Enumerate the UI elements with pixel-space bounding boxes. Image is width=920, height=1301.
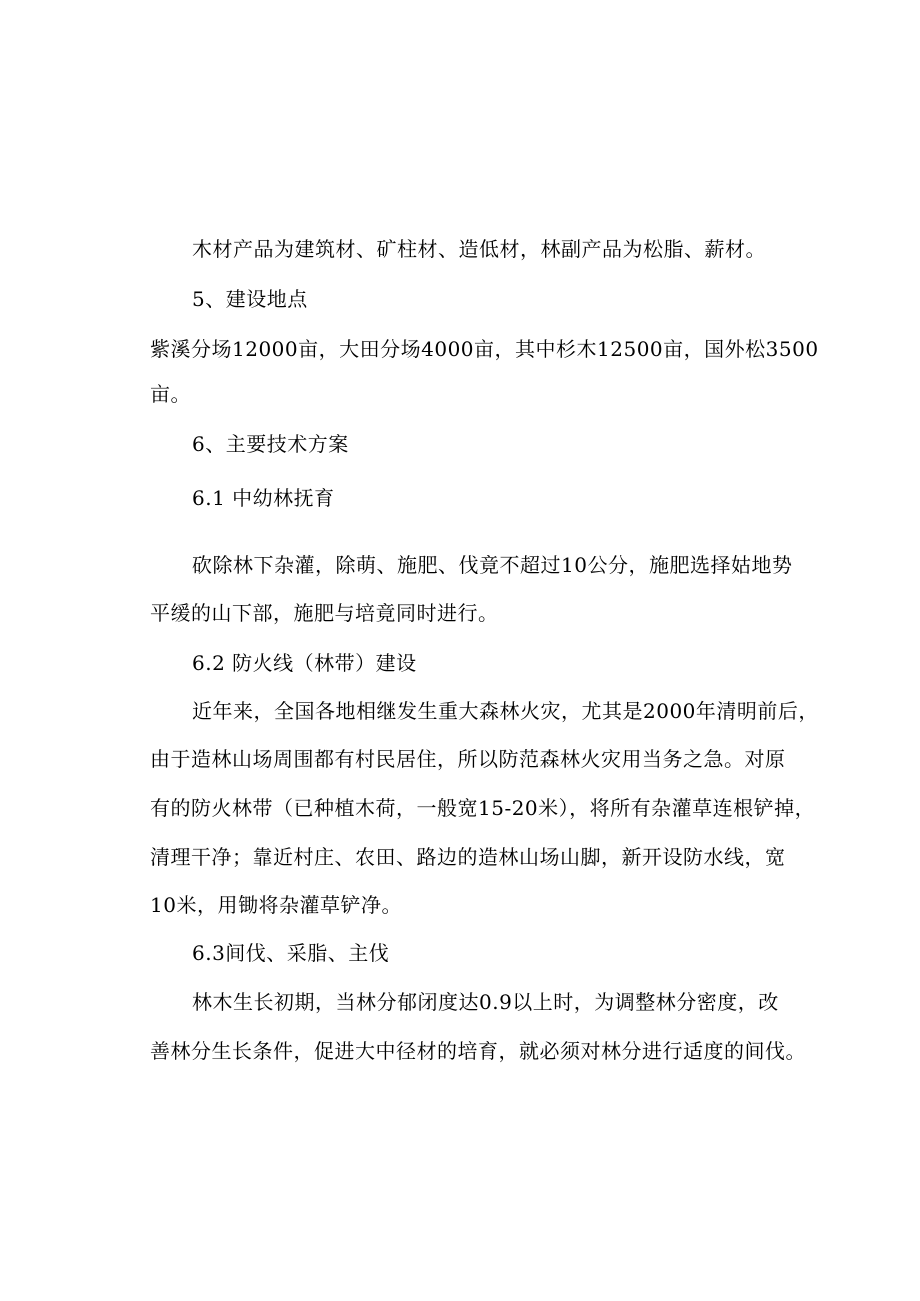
paragraph-thinning-line-1: 林木生长初期，当林分郁闭度达0.9以上时，为调整林分密度，改 xyxy=(192,990,779,1014)
paragraph-tending-line-2: 平缓的山下部，施肥与培竟同时进行。 xyxy=(150,601,499,625)
heading-firebreak-construction: 6.2 防火线（林带）建设 xyxy=(192,651,417,675)
heading-young-forest-tending: 6.1 中幼林抚育 xyxy=(192,486,335,510)
paragraph-firebreak-line-1: 近年来，全国各地相继发生重大森林火灾，尤其是2000年清明前后， xyxy=(192,699,819,723)
paragraph-timber-products: 木材产品为建筑材、矿柱材、造低材，林副产品为松脂、薪材。 xyxy=(192,237,766,261)
paragraph-thinning-line-2: 善林分生长条件，促进大中径材的培育，就必须对林分进行适度的间伐。 xyxy=(150,1039,806,1063)
paragraph-site-line-1: 紫溪分场12000亩，大田分场4000亩，其中杉木12500亩，国外松3500 xyxy=(150,337,819,361)
paragraph-tending-line-1: 砍除林下杂灌，除萌、施肥、伐竟不超过10公分，施肥选择姑地势 xyxy=(192,553,793,577)
heading-thinning-resin-harvest: 6.3间伐、采脂、主伐 xyxy=(192,941,390,965)
paragraph-firebreak-line-5: 10米，用锄将杂灌草铲净。 xyxy=(150,893,402,917)
heading-construction-site: 5、建设地点 xyxy=(192,287,308,311)
heading-main-technical-plan: 6、主要技术方案 xyxy=(192,432,349,456)
paragraph-firebreak-line-2: 由于造林山场周围都有村民居住，所以防范森林火灾用当务之急。对原 xyxy=(150,747,786,771)
paragraph-site-line-2: 亩。 xyxy=(150,382,191,406)
paragraph-firebreak-line-3: 有的防火林带（已种植木荷，一般宽15-20米），将所有杂灌草连根铲掉， xyxy=(150,796,816,820)
paragraph-firebreak-line-4: 清理干净；靠近村庄、农田、路边的造林山场山脚，新开设防水线，宽 xyxy=(150,845,786,869)
